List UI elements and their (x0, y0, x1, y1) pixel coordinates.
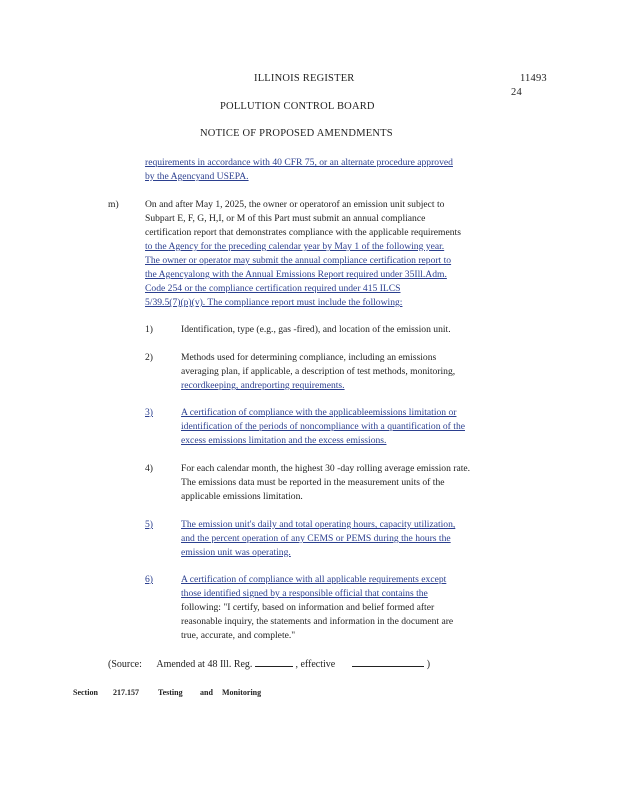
subitem-2-line-3: recordkeeping, andreporting requirements. (181, 380, 345, 391)
page-number: 11493 (520, 73, 547, 84)
subitem-2-line-2: averaging plan, if applicable, a description of test methods, monitoring, (181, 366, 456, 377)
item-m-line-3: certification report that demonstrates compliance with the applicable requirements (145, 227, 461, 238)
subitem-2-number: 2) (145, 352, 153, 363)
item-m-ins-line-5: 5/39.5(7)(p)(v). The compliance report must include the following: (145, 297, 403, 308)
journal-title: ILLINOIS REGISTER (254, 73, 355, 84)
notice-title: NOTICE OF PROPOSED AMENDMENTS (200, 128, 393, 139)
item-m-line-2: Subpart E, F, G, H,I, or M of this Part must submit an annual compliance (145, 213, 426, 224)
subitem-3-line-2: identification of the periods of noncompliance with a quantification of the (181, 421, 465, 432)
subitem-4-line-3: applicable emissions limitation. (181, 491, 303, 502)
section-number: 217.157 (113, 688, 139, 697)
source-amended: Amended at 48 Ill. Reg. (156, 659, 253, 670)
item-m-ins-line-4: Code 254 or the compliance certification required under 415 ILCS (145, 283, 401, 294)
source-line (108, 657, 430, 672)
effective-blank[interactable] (352, 657, 424, 667)
item-m-ins-line-2: The owner or operator may submit the annual compliance certification report to (145, 255, 452, 266)
item-m-ins-line-3: the Agencyalong with the Annual Emissions Report required under 35Ill.Adm. (145, 269, 447, 280)
subitem-6-line-3: following: "I certify, based on information and belief formed after (181, 602, 435, 613)
subitem-6-line-4: reasonable inquiry, the statements and information in the document are (181, 616, 454, 627)
subitem-3-number: 3) (145, 407, 153, 418)
continuation-line-2: by the Agencyand USEPA. (145, 171, 249, 182)
source-close: ) (426, 659, 431, 670)
subitem-1-number: 1) (145, 324, 153, 335)
subitem-6-number: 6) (145, 574, 153, 585)
subitem-5-line-3: emission unit was operating. (181, 547, 291, 558)
subitem-6-line-1: A certification of compliance with all applicable requirements except (181, 574, 447, 585)
section-title-2: and (200, 688, 213, 697)
section-title-1: Testing (158, 688, 183, 697)
subitem-2-line-1: Methods used for determining compliance, including an emissions (181, 352, 437, 363)
continuation-line-1: requirements in accordance with 40 CFR 75, or an alternate procedure approved (145, 157, 453, 168)
source-label: (Source: (108, 659, 142, 670)
section-label: Section (73, 688, 98, 697)
subitem-5-line-1: The emission unit's daily and total operating hours, capacity utilization, (181, 519, 456, 530)
subitem-4-line-2: The emissions data must be reported in the measurement units of the (181, 477, 445, 488)
reg-blank[interactable] (255, 657, 293, 667)
item-m-ins-line-1: to the Agency for the preceding calendar year by May 1 of the following year. (145, 241, 445, 252)
subitem-6-line-2: those identified signed by a responsible official that contains the (181, 588, 428, 599)
source-effective: , effective (295, 659, 336, 670)
item-m-line-1: On and after May 1, 2025, the owner or operatorof an emission unit subject to (145, 199, 445, 210)
subitem-3-line-3: excess emissions limitation and the excess emissions. (181, 435, 387, 446)
section-title-3: Monitoring (222, 688, 262, 697)
subitem-4-line-1: For each calendar month, the highest 30 -day rolling average emission rate. (181, 463, 471, 474)
subitem-1-line-1: Identification, type (e.g., gas -fired), and location of the emission unit. (181, 324, 451, 335)
issue-number: 24 (511, 87, 522, 98)
item-m-label: m) (108, 199, 119, 210)
subitem-3-line-1: A certification of compliance with the applicableemissions limitation or (181, 407, 457, 418)
subitem-5-line-2: and the percent operation of any CEMS or PEMS during the hours the (181, 533, 451, 544)
agency-title: POLLUTION CONTROL BOARD (220, 101, 375, 112)
subitem-4-number: 4) (145, 463, 153, 474)
subitem-5-number: 5) (145, 519, 153, 530)
subitem-6-line-5: true, accurate, and complete." (181, 630, 296, 641)
